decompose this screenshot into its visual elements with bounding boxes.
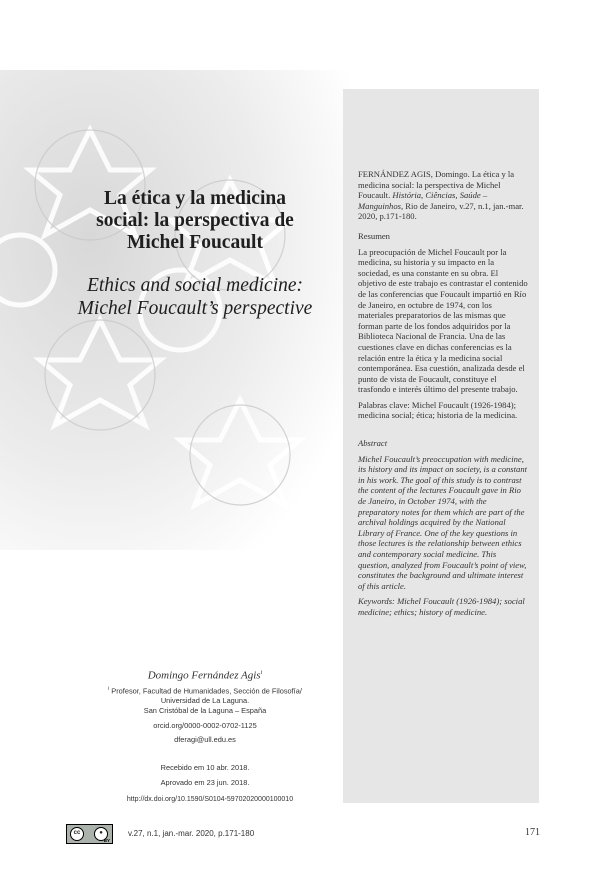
issue-info: v.27, n.1, jan.-mar. 2020, p.171-180 xyxy=(128,829,255,838)
received-date: Recebido em 10 abr. 2018. xyxy=(160,763,250,773)
page-footer xyxy=(66,824,540,846)
citation-part1: FERNÁNDEZ AGIS, Domingo. La ética y la medicina social: la perspectiva de Michel Foucault. xyxy=(358,169,515,201)
title-es-line: Michel Foucault xyxy=(127,232,263,253)
resumen-body: La preocupación de Michel Foucault por la medicina, su historia y su impacto en la sociedad, es una constante en su obra. El objetivo de este trabajo es contrastar el contenido de las conferencias que Foucault impartió en Río de Janeiro, en octubre de 1974, con los materiales preparatorios de las mismas que forman parte de los fondos adquiridos por la Biblioteca Nacional de Francia. Una de las cuestiones clave en dichas conferencias es la relación entre la ética y la medicina social contemporánea. Esa cuestión, analizada desde el punto de vista de Foucault, constituye el trasfondo e interés último del presente trabajo. xyxy=(358,246,528,395)
citation xyxy=(358,169,528,222)
author-sup: i xyxy=(260,670,263,676)
cc-license-badge[interactable] xyxy=(66,824,113,844)
title-es-line: social: la perspectiva de xyxy=(96,210,294,231)
abstract-keywords: Keywords: Michel Foucault (1926-1984); social medicine; ethics; history of medicine. xyxy=(358,596,525,617)
author-block xyxy=(95,666,315,788)
article-title-spanish xyxy=(60,188,330,254)
title-en-line: Michel Foucault’s perspective xyxy=(77,298,313,319)
abstract-body: Michel Foucault’s preoccupation with medicine, its history and its impact on society, is a constant in his work. The goal of this study is to contrast the content of the lectures Foucault gave in Rio de Janeiro, in October 1974, with the preparatory notes for them which are part of the archival holdings acquired by the National Library of France. One of the key questions in those lectures is the relationship between ethics and contemporary social medicine. This question, analyzed from Foucault’s point of view, constitutes the background and ultimate interest of this article. xyxy=(358,453,528,591)
resumen-keywords: Palabras clave: Michel Foucault (1926-1984); medicina social; ética; historia de la medicina. xyxy=(358,399,518,421)
person-icon: ● xyxy=(94,827,108,841)
doi-link[interactable]: http://dx.doi.org/10.1590/S0104-59702020000100010 xyxy=(126,796,294,803)
page-number: 171 xyxy=(525,827,540,838)
author-name: Domingo Fernández Agis$^i$ xyxy=(147,669,263,682)
affiliation-line: Universidad de La Laguna. xyxy=(160,695,250,705)
affiliation-line: San Cristóbal de la Laguna – España xyxy=(143,705,267,715)
resumen-heading: Resumen xyxy=(358,230,390,241)
cc-icon: cc xyxy=(70,827,84,841)
affil-sup: i xyxy=(108,685,110,692)
title-es-line: La ética y la medicina xyxy=(104,188,286,209)
affiliation-line: $^i$ Profesor, Facultad de Humanidades, Sección de Filosofía/ xyxy=(108,685,302,696)
abstract-heading: Abstract xyxy=(358,438,388,449)
title-en-line: Ethics and social medicine: xyxy=(86,275,304,296)
citation-journal: História, Ciências, Saúde – Manguinhos xyxy=(358,190,488,211)
abstract-sidebar xyxy=(343,89,539,803)
citation-part2: , Rio de Janeiro, v.27, n.1, jan.-mar. 2020, p.171-180. xyxy=(358,200,524,222)
article-title-english xyxy=(50,274,340,320)
approved-date: Aprovado em 23 jun. 2018. xyxy=(160,777,250,787)
orcid-link[interactable]: orcid.org/0000-0002-0702-1125 xyxy=(153,720,257,730)
author-email[interactable]: dferagi@ull.edu.es xyxy=(174,735,236,745)
by-label: BY xyxy=(103,838,110,843)
